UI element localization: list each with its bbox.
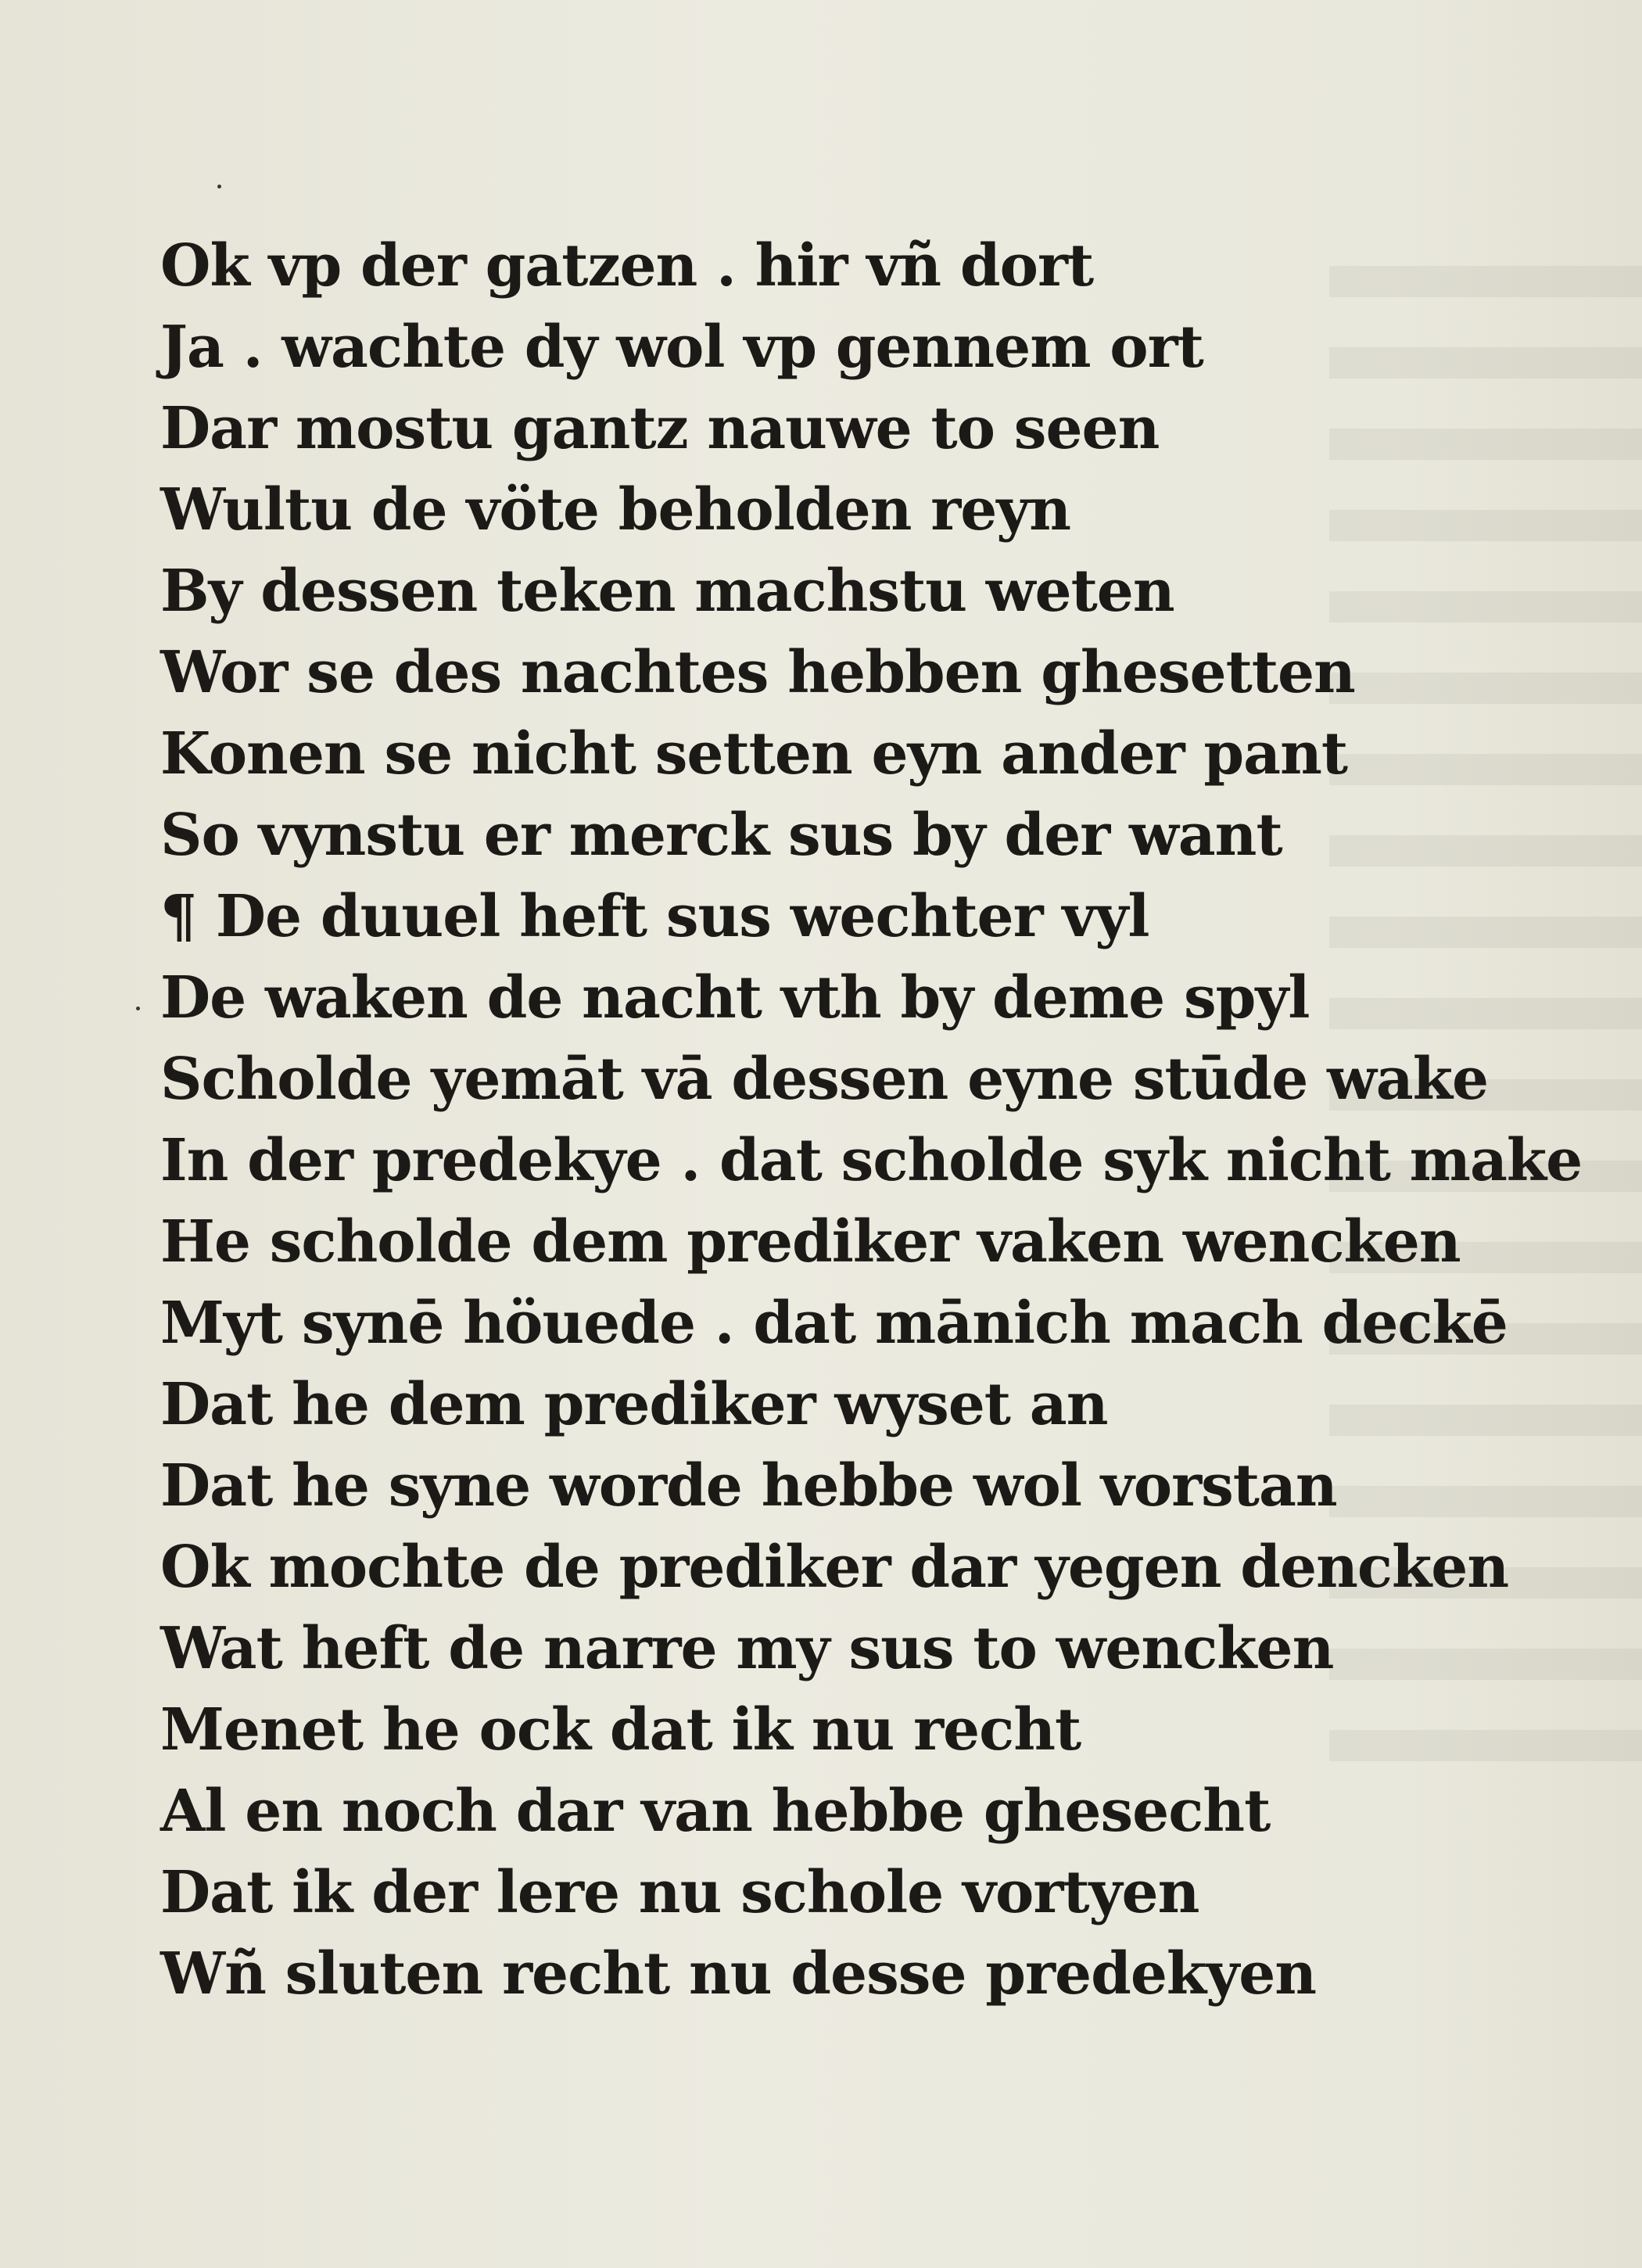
verse-line: Menet he ock dat ik nu recht — [160, 1696, 1081, 1764]
verse-line: Ja . wachte dy wol vp gennem ort — [160, 314, 1203, 381]
verse-line: ¶ De duuel heft sus wechter vyl — [160, 883, 1149, 950]
verse-line: So vynstu er merck sus by der want — [160, 802, 1282, 869]
verse-line: By dessen teken machstu weten — [160, 558, 1174, 625]
verse-line: Wat heft de narre my sus to wencken — [160, 1615, 1334, 1682]
verse-line: In der predekye . dat scholde syk nicht make — [160, 1127, 1583, 1194]
verse-text-block — [160, 225, 1583, 2015]
verse-line: Dat ik der lere nu schole vortyen — [160, 1859, 1199, 1926]
verse-line: Ok vp der gatzen . hir vñ dort — [160, 232, 1094, 300]
verse-line: Ok mochte de prediker dar yegen dencken — [160, 1534, 1509, 1601]
verse-line: Dar mostu gantz nauwe to seen — [160, 395, 1160, 462]
ink-speck — [136, 1007, 140, 1010]
verse-line: Dat he syne worde hebbe wol vorstan — [160, 1452, 1337, 1520]
verse-line: Dat he dem prediker wyset an — [160, 1371, 1108, 1438]
verse-line: Konen se nicht setten eyn ander pant — [160, 720, 1348, 788]
verse-line: He scholde dem prediker vaken wencken — [160, 1208, 1461, 1276]
verse-line: Wñ sluten recht nu desse predekyen — [160, 1940, 1317, 2008]
verse-line: Wor se des nachtes hebben ghesetten — [160, 639, 1355, 706]
verse-line: De waken de nacht vth by deme spyl — [160, 964, 1310, 1032]
verse-line: Myt synē höuede . dat mānich mach deckē — [160, 1290, 1508, 1357]
verse-line: Scholde yemāt vā dessen eyne stūde wake — [160, 1046, 1489, 1113]
verse-line: Wultu de vöte beholden reyn — [160, 476, 1071, 544]
ink-speck — [217, 185, 221, 188]
verse-line: Al en noch dar van hebbe ghesecht — [160, 1778, 1271, 1845]
